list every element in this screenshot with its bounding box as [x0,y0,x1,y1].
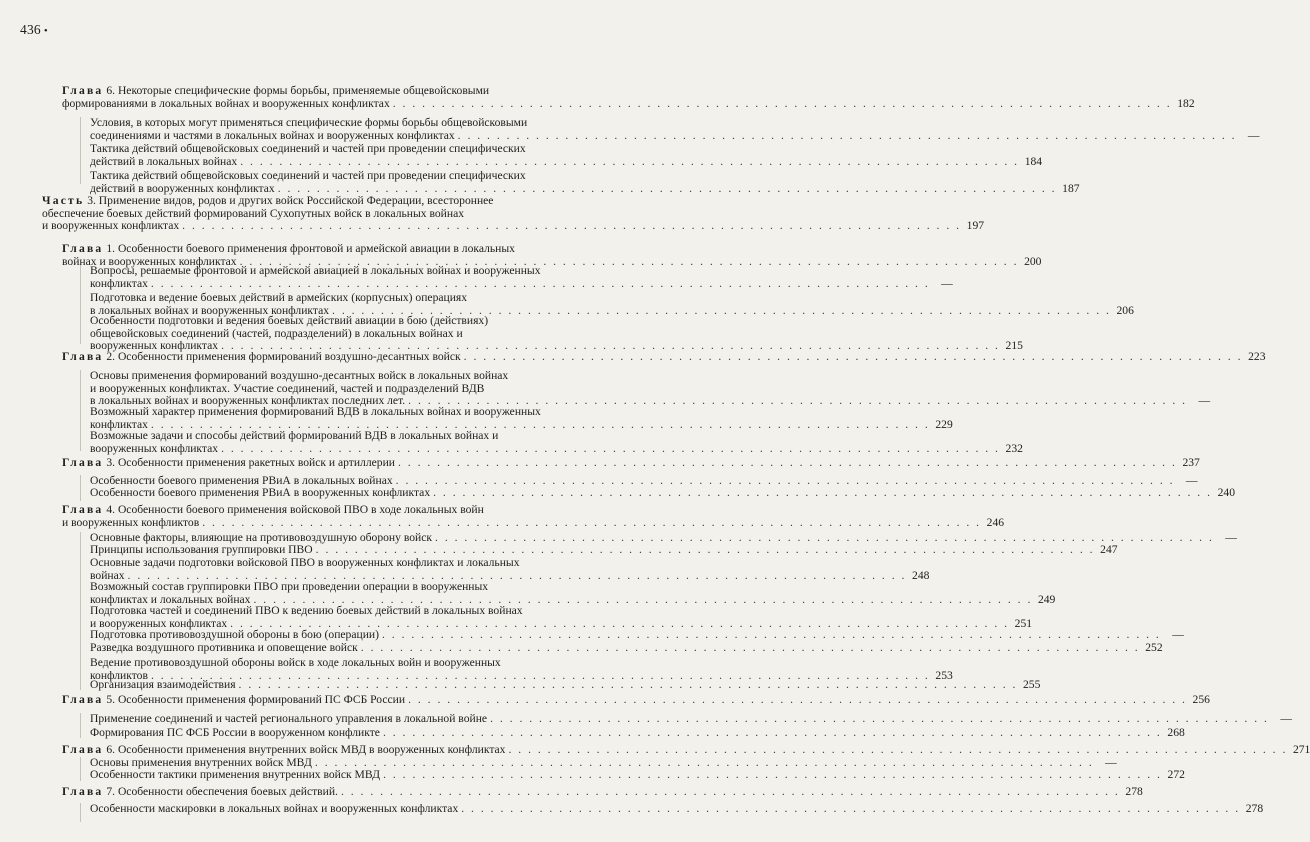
dot-leader: . . . . . . . . . . . . . . . . . . . . . . . . . . . . . . . . . . . . . . . . . . . . . . . . . . . . . . . . . . . . . . . . . . . . . . . . . . . . . . . . [457,128,1237,142]
dot-leader: . . . . . . . . . . . . . . . . . . . . . . . . . . . . . . . . . . . . . . . . . . . . . . . . . . . . . . . . . . . . . . . . . . . . . . . . . . . . . . . . [381,628,1161,641]
toc-entry-chapter [62,84,1195,110]
entry-title-line: и вооруженных конфликтах [90,616,228,630]
dot-leader: . . . . . . . . . . . . . . . . . . . . . . . . . . . . . . . . . . . . . . . . . . . . . . . . . . . . . . . . . . . . . . . . . . . . . . . . . . . . . . . . [383,768,1162,781]
entry-title-line: вооруженных конфликтах [90,441,219,455]
entry-label: Глава [62,350,104,363]
entry-page-number: — [1280,712,1292,725]
entry-page-number: — [941,276,953,290]
entry-title-line: 7. Особенности обеспечения боевых действий. [106,785,338,798]
toc-entry-section [90,604,1033,630]
dot-leader: . . . . . . . . . . . . . . . . . . . . . . . . . . . . . . . . . . . . . . . . . . . . . . . . . . . . . . . . . . . . . . . . . . . . . . . . . . . . . . . . [433,486,1212,499]
entry-title-line: Особенности боевого применения РВиА в локальных войнах [90,474,393,487]
entry-title-line: Организация взаимодействия [90,678,236,691]
entry-page-number: 247 [1100,543,1118,556]
dot-leader: . . . . . . . . . . . . . . . . . . . . . . . . . . . . . . . . . . . . . . . . . . . . . . . . . . . . . . . . . . . . . . . . . . . . . . . . . . . . . . . . [127,568,907,582]
entry-title-line: 5. Особенности применения формирований ПС ФСБ России [106,693,406,706]
entry-title-line: Подготовка противовоздушной обороны в бою (операции) [90,628,379,641]
toc-entry-chapter [62,350,1266,364]
entry-label: Глава [62,785,104,798]
dot-leader: . . . . . . . . . . . . . . . . . . . . . . . . . . . . . . . . . . . . . . . . . . . . . . . . . . . . . . . . . . . . . . . . . . . . . . . . . . . . . . . . [360,641,1140,654]
entry-title-line: Тактика действий общевойсковых соединений и частей при проведении специфических [90,169,526,182]
entry-title-line: Условия, в которых могут применяться специфические формы борьбы общевойсковыми [90,116,528,129]
section-bracket [80,803,81,822]
entry-title-line: 6. Особенности применения внутренних войск МВД в вооруженных конфликтах [106,743,506,756]
entry-page-number: — [1247,128,1260,142]
toc-entry-section [90,429,1023,455]
entry-title-line: Основные факторы, влияющие на противовоздушную оборону войск [90,531,433,544]
entry-title-line: обеспечение боевых действий формирований Сухопутных войск в локальных войнах [42,206,465,220]
entry-title-line: соединениями и частями в локальных войнах и вооруженных конфликтах [90,128,455,142]
toc-entry-section [90,712,1292,726]
entry-title-line: Возможные задачи и способы действий формирований ВДВ в локальных войнах и [90,429,499,442]
dot-leader: . . . . . . . . . . . . . . . . . . . . . . . . . . . . . . . . . . . . . . . . . . . . . . . . . . . . . . . . . . . . . . . . . . . . . . . . . . . . . . . . [221,339,1000,353]
entry-title-line: Формирования ПС ФСБ России в вооруженном конфликте [90,726,380,739]
dot-leader: . . . . . . . . . . . . . . . . . . . . . . . . . . . . . . . . . . . . . . . . . . . . . . . . . . . . . . . . . . . . . . . . . . . . . . . . . . . . . . . . [221,441,1000,455]
entry-title-line: вооруженных конфликтах [90,339,219,353]
entry-title-line: 4. Особенности боевого применения войсковой ПВО в ходе локальных войн [106,503,484,516]
toc-entry-chapter [62,785,1143,799]
entry-title-line: Подготовка и ведение боевых действий в армейских (корпусных) операциях [90,291,468,304]
toc-entry-section [90,556,930,582]
entry-page-number: 187 [1062,181,1080,195]
dot-leader: . . . . . . . . . . . . . . . . . . . . . . . . . . . . . . . . . . . . . . . . . . . . . . . . . . . . . . . . . . . . . . . . . . . . . . . . . . . . . . . . [150,668,930,682]
entry-title-line: Ведение противовоздушной обороны войск в ходе локальных войн и вооруженных [90,656,501,669]
entry-label: Глава [62,743,104,756]
dot-leader: . . . . . . . . . . . . . . . . . . . . . . . . . . . . . . . . . . . . . . . . . . . . . . . . . . . . . . . . . . . . . . . . . . . . . . . . . . . . . . . . [490,712,1269,725]
toc-entry-section [90,641,1163,655]
dot-leader: . . . . . . . . . . . . . . . . . . . . . . . . . . . . . . . . . . . . . . . . . . . . . . . . . . . . . . . . . . . . . . . . . . . . . . . . . . . . . . . . [508,743,1288,756]
entry-label: Глава [62,456,104,469]
entry-title-line: конфликтах и локальных войнах [90,592,251,606]
entry-page-number: 268 [1167,726,1185,739]
dot-leader: . . . . . . . . . . . . . . . . . . . . . . . . . . . . . . . . . . . . . . . . . . . . . . . . . . . . . . . . . . . . . . . . . . . . . . . . . . . . . . . . [382,726,1162,739]
entry-page-number: 229 [935,417,953,431]
entry-page-number: 256 [1192,693,1210,706]
entry-page-number: 271 [1292,743,1310,756]
toc-entry-section [90,628,1184,642]
dot-leader: . . . . . . . . . . . . . . . . . . . . . . . . . . . . . . . . . . . . . . . . . . . . . . . . . . . . . . . . . . . . . . . . . . . . . . . . . . . . . . . . [238,678,1018,691]
entry-title-line: Возможный состав группировки ПВО при проведении операции в вооруженных [90,580,489,593]
entry-title-line: Возможный характер применения формирований ВДВ в локальных войнах и вооруженных [90,405,541,418]
entry-page-number: 253 [935,668,953,682]
dot-leader: . . . . . . . . . . . . . . . . . . . . . . . . . . . . . . . . . . . . . . . . . . . . . . . . . . . . . . . . . . . . . . . . . . . . . . . . . . . . . . . . [277,181,1057,195]
entry-title-line: в локальных войнах и вооруженных конфликтах [90,303,330,317]
toc-entry-section [90,726,1185,740]
dot-leader: . . . . . . . . . . . . . . . . . . . . . . . . . . . . . . . . . . . . . . . . . . . . . . . . . . . . . . . . . . . . . . . . . . . . . . . . . . . . . . . . [408,693,1187,706]
page-number-value: 436 [20,22,41,37]
entry-title-line: действий в вооруженных конфликтах [90,181,275,195]
entry-title-line: Вопросы, решаемые фронтовой и армейской авиацией в локальных войнах и вооруженных [90,264,541,277]
toc-entry-section [90,768,1185,782]
dot-leader: . . . . . . . . . . . . . . . . . . . . . . . . . . . . . . . . . . . . . . . . . . . . . . . . . . . . . . . . . . . . . . . . . . . . . . . . . . . . . . . . [314,756,1094,769]
entry-title-line: Особенности маскировки в локальных войнах и вооруженных конфликтах [90,802,459,815]
entry-page-number: 255 [1023,678,1041,691]
dot-leader: . . . . . . . . . . . . . . . . . . . . . . . . . . . . . . . . . . . . . . . . . . . . . . . . . . . . . . . . . . . . . . . . . . . . . . . . . . . . . . . . [150,417,930,431]
section-bracket [80,265,81,344]
toc-entry-chapter [62,743,1310,757]
entry-title-line: 3. Применение видов, родов и других войск Российской Федерации, всестороннее [87,194,494,207]
entry-title-line: Разведка воздушного противника и оповещение войск [90,641,358,654]
entry-title-line: войнах [90,568,125,582]
entry-page-number: 248 [912,568,930,582]
entry-title-line: войнах и вооруженных конфликтах [62,254,237,268]
dot-leader: . . . . . . . . . . . . . . . . . . . . . . . . . . . . . . . . . . . . . . . . . . . . . . . . . . . . . . . . . . . . . . . . . . . . . . . . . . . . . . . . [332,303,1111,317]
toc-entry-section [90,264,953,290]
entry-title-line: Подготовка частей и соединений ПВО к ведению боевых действий в локальных войнах [90,604,523,617]
entry-page-number: 237 [1182,456,1200,469]
entry-page-number: 246 [986,515,1005,529]
entry-title-line: Тактика действий общевойсковых соединений и частей при проведении специфических [90,142,526,155]
entry-title-line: конфликтов [90,668,148,682]
entry-page-number: — [1172,628,1184,641]
dot-leader: . . . . . . . . . . . . . . . . . . . . . . . . . . . . . . . . . . . . . . . . . . . . . . . . . . . . . . . . . . . . . . . . . . . . . . . . . . . . . . . . [435,531,1214,544]
entry-page-number: 197 [966,219,985,233]
dot-leader: . . . . . . . . . . . . . . . . . . . . . . . . . . . . . . . . . . . . . . . . . . . . . . . . . . . . . . . . . . . . . . . . . . . . . . . . . . . . . . . . [397,456,1177,469]
entry-page-number: 200 [1024,254,1042,268]
entry-page-number: 215 [1005,339,1023,353]
dot-leader: . . . . . . . . . . . . . . . . . . . . . . . . . . . . . . . . . . . . . . . . . . . . . . . . . . . . . . . . . . . . . . . . . . . . . . . . . . . . . . . . [463,350,1243,363]
entry-page-number: 251 [1014,616,1033,630]
entry-title-line: 3. Особенности применения ракетных войск и артиллерии [106,456,395,469]
dot-leader: . . . . . . . . . . . . . . . . . . . . . . . . . . . . . . . . . . . . . . . . . . . . . . . . . . . . . . . . . . . . . . . . . . . . . . . . . . . . . . . . [340,785,1120,798]
entry-title-line: формированиями в локальных войнах и вооруженных конфликтах [62,96,390,110]
entry-title-line: Особенности подготовки и ведения боевых действий авиации в бою (действиях) [90,314,489,327]
dot-leader: . . . . . . . . . . . . . . . . . . . . . . . . . . . . . . . . . . . . . . . . . . . . . . . . . . . . . . . . . . . . . . . . . . . . . . . . . . . . . . . . [239,254,1019,268]
toc-entry-chapter [62,456,1200,470]
toc-entry-section [90,142,1043,168]
toc-entry-section [90,486,1235,500]
entry-title-line: Основы применения внутренних войск МВД [90,756,312,769]
entry-title-line: в локальных войнах и вооруженных конфликтах последних лет. [90,394,406,408]
toc-entry-part [42,194,985,233]
toc-entry-section [90,678,1041,692]
entry-page-number: 223 [1248,350,1266,363]
entry-title-line: и вооруженных конфликтах [42,219,180,233]
entry-label: Глава [62,242,104,255]
dot-leader: . . . . . . . . . . . . . . . . . . . . . . . . . . . . . . . . . . . . . . . . . . . . . . . . . . . . . . . . . . . . . . . . . . . . . . . . . . . . . . . . [461,802,1241,815]
dot-leader: . . . . . . . . . . . . . . . . . . . . . . . . . . . . . . . . . . . . . . . . . . . . . . . . . . . . . . . . . . . . . . . . . . . . . . . . . . . . . . . . [150,276,930,290]
entry-page-number: — [1105,756,1117,769]
toc-entry-section [90,169,1080,195]
entry-page-number: 278 [1245,802,1264,815]
entry-title-line: Особенности тактики применения внутренних войск МВД [90,768,381,781]
section-bracket [80,532,81,690]
entry-page-number: 252 [1145,641,1163,654]
entry-page-number: — [1225,531,1237,544]
section-bracket [80,757,81,781]
entry-title-line: Особенности боевого применения РВиА в вооруженных конфликтах [90,486,431,499]
section-bracket [80,370,81,451]
section-bracket [80,117,81,184]
toc-entry-section [90,580,1056,606]
entry-title-line: Принципы использования группировки ПВО [90,543,313,556]
entry-title-line: 2. Особенности применения формирований воздушно-десантных войск [106,350,461,363]
entry-label: Глава [62,503,104,516]
dot-leader: . . . . . . . . . . . . . . . . . . . . . . . . . . . . . . . . . . . . . . . . . . . . . . . . . . . . . . . . . . . . . . . . . . . . . . . . . . . . . . . . [230,616,1010,630]
entry-title-line: действий в локальных войнах [90,154,238,168]
entry-title-line: Основы применения формирований воздушно-десантных войск в локальных войнах [90,369,509,382]
entry-page-number: 249 [1037,592,1056,606]
entry-page-number: 278 [1125,785,1143,798]
toc-entry-chapter [62,693,1210,707]
entry-title-line: общевойсковых соединений (частей, подразделений) в локальных войнах и [90,326,463,340]
entry-page-number: 272 [1167,768,1185,781]
entry-title-line: Основные задачи подготовки войсковой ПВО в вооруженных конфликтах и локальных [90,556,520,569]
toc-entry-chapter [62,503,1005,529]
section-bracket [80,713,81,738]
dot-leader: . . . . . . . . . . . . . . . . . . . . . . . . . . . . . . . . . . . . . . . . . . . . . . . . . . . . . . . . . . . . . . . . . . . . . . . . . . . . . . . . [315,543,1095,556]
entry-page-number: 240 [1217,486,1235,499]
entry-page-number: 184 [1024,154,1043,168]
entry-page-number: 182 [1177,96,1195,110]
entry-title-line: и вооруженных конфликтах. Участие соединений, частей и подразделений ВДВ [90,381,485,395]
entry-title-line: и вооруженных конфликтов [62,515,200,529]
dot-leader: . . . . . . . . . . . . . . . . . . . . . . . . . . . . . . . . . . . . . . . . . . . . . . . . . . . . . . . . . . . . . . . . . . . . . . . . . . . . . . . . [408,394,1188,408]
entry-title-line: 6. Некоторые специфические формы борьбы, применяемые общевойсковыми [106,84,490,97]
entry-title-line: 1. Особенности боевого применения фронтовой и армейской авиации в локальных [106,242,515,255]
entry-label: Глава [62,693,104,706]
entry-title-line: конфликтах [90,417,148,431]
entry-page-number: 232 [1005,441,1023,455]
dot-leader: . . . . . . . . . . . . . . . . . . . . . . . . . . . . . . . . . . . . . . . . . . . . . . . . . . . . . . . . . . . . . . . . . . . . . . . . . . . . . . . . [182,219,962,233]
page-bullet: • [43,25,48,37]
entry-title-line: конфликтах [90,276,148,290]
dot-leader: . . . . . . . . . . . . . . . . . . . . . . . . . . . . . . . . . . . . . . . . . . . . . . . . . . . . . . . . . . . . . . . . . . . . . . . . . . . . . . . . [240,154,1020,168]
toc-entry-section [90,314,1023,353]
entry-page-number: — [1185,474,1198,487]
entry-label: Часть [42,194,85,207]
entry-page-number: 206 [1116,303,1134,317]
toc-entry-section [90,369,1211,408]
dot-leader: . . . . . . . . . . . . . . . . . . . . . . . . . . . . . . . . . . . . . . . . . . . . . . . . . . . . . . . . . . . . . . . . . . . . . . . . . . . . . . . . [392,96,1172,110]
toc-entry-section [90,543,1118,557]
entry-label: Глава [62,84,104,97]
dot-leader: . . . . . . . . . . . . . . . . . . . . . . . . . . . . . . . . . . . . . . . . . . . . . . . . . . . . . . . . . . . . . . . . . . . . . . . . . . . . . . . . [395,474,1175,487]
entry-title-line: Применение соединений и частей регионального управления в локальной войне [90,712,488,725]
dot-leader: . . . . . . . . . . . . . . . . . . . . . . . . . . . . . . . . . . . . . . . . . . . . . . . . . . . . . . . . . . . . . . . . . . . . . . . . . . . . . . . . [253,592,1033,606]
toc-entry-section [90,802,1264,816]
toc-entry-section [90,405,953,431]
dot-leader: . . . . . . . . . . . . . . . . . . . . . . . . . . . . . . . . . . . . . . . . . . . . . . . . . . . . . . . . . . . . . . . . . . . . . . . . . . . . . . . . [202,515,982,529]
entry-page-number: — [1198,394,1211,408]
section-bracket [80,475,81,501]
toc-entry-section [90,116,1260,142]
